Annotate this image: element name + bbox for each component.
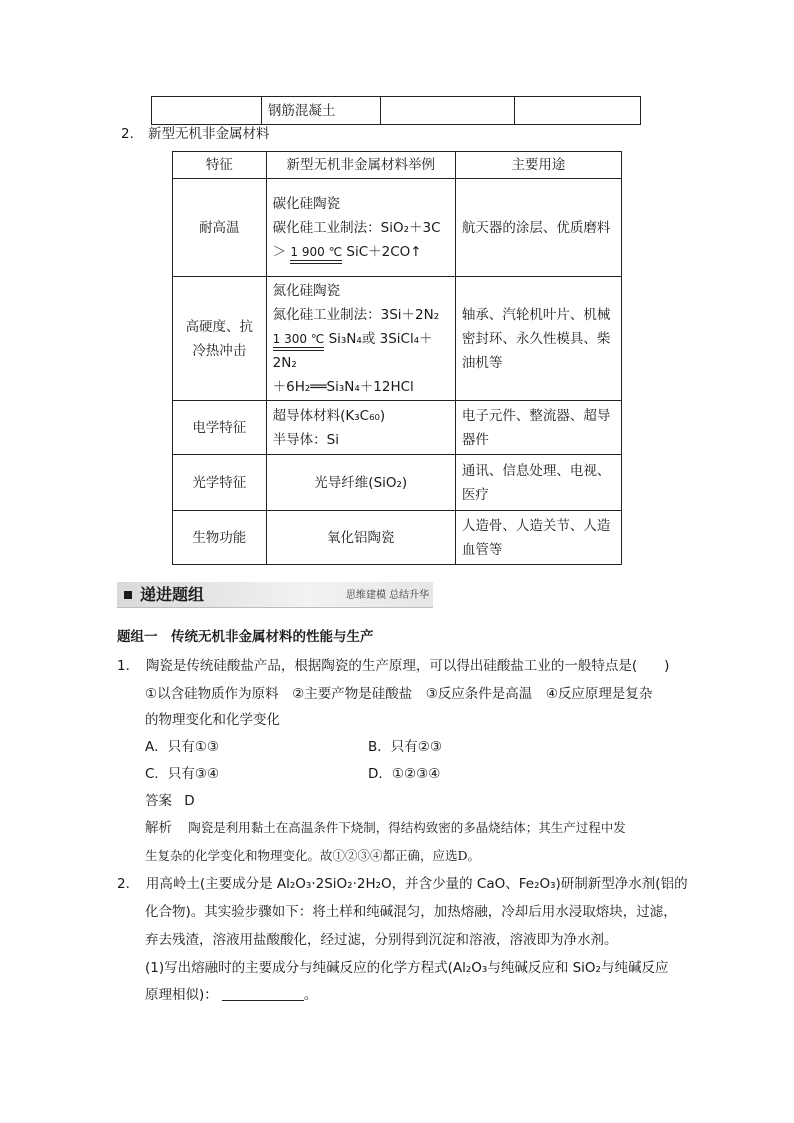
use-line: 医疗 [461, 486, 489, 503]
table-header-row [173, 152, 622, 179]
table-cell [152, 97, 262, 125]
example-cell: 光导纤维(SiO₂) [266, 455, 455, 511]
materials-table [172, 151, 622, 565]
table-row [173, 511, 622, 565]
example-cell [266, 179, 455, 277]
example-line: ＋6H₂══Si₃N₄＋12HCl [272, 378, 414, 395]
answer-blank[interactable] [222, 986, 304, 1001]
use-line: 器件 [461, 431, 489, 448]
option-d: D．①②③④ [368, 766, 441, 782]
header-example: 新型无机非金属材料举例 [266, 152, 455, 179]
table-row [173, 277, 622, 401]
table-row [173, 401, 622, 455]
table-row [152, 97, 641, 125]
question-stem: 1． 陶瓷是传统硅酸盐产品，根据陶瓷的生产原理，可以得出硅酸盐工业的一般特点是( ) [117, 658, 670, 674]
example-line: 半导体：Si [272, 431, 339, 448]
use-cell: 航天器的涂层、优质磨料 [455, 179, 621, 277]
equation-line [273, 327, 449, 375]
equals-sign [290, 260, 342, 264]
answer-label: 答案 [145, 793, 172, 809]
use-cell [455, 511, 621, 565]
feature-cell [173, 277, 267, 401]
reaction-condition [273, 333, 325, 351]
question-line: 化合物)。其实验步骤如下：将土样和纯碱混匀，加热熔融，冷却后用水浸取熔块，过滤， [145, 904, 677, 920]
answer-line [145, 791, 195, 811]
table-row [173, 455, 622, 511]
reaction-condition [290, 246, 342, 264]
example-cell: 氧化铝陶瓷 [266, 511, 455, 565]
section-number: 2. [121, 126, 134, 142]
table-cell: 钢筋混凝土 [261, 97, 380, 125]
use-line: 血管等 [461, 541, 503, 558]
square-bullet-icon [124, 591, 132, 599]
equals-sign [273, 347, 325, 351]
example-line: 氮化硅陶瓷 [272, 282, 341, 299]
example-line: 碳化硅陶瓷 [272, 195, 341, 212]
question-stem: 2． 用高岭土(主要成分是 Al₂O₃·2SiO₂·2H₂O，并含少量的 CaO、Fe₂O₃)研制新型净水剂(铝的 [117, 876, 688, 892]
analysis-line [145, 818, 626, 838]
use-cell [455, 277, 621, 401]
equation-product: SiC＋2CO↑ [346, 243, 422, 260]
table-cell [514, 97, 640, 125]
section-tag: 思维建模 总结升华 [346, 590, 430, 601]
example-cell [266, 401, 455, 455]
example-line: 碳化硅工业制法：SiO₂＋3C [272, 219, 441, 236]
table-cell [380, 97, 514, 125]
question-text: 原理相似)： [145, 987, 218, 1003]
feature-cell: 耐高温 [173, 179, 267, 277]
table-row [173, 179, 622, 277]
use-line: 电子元件、整流器、超导 [461, 407, 611, 424]
question-line: ①以含硅物质作为原料 ②主要产物是硅酸盐 ③反应条件是高温 ④反应原理是复杂 [145, 686, 653, 702]
option-c: C．只有③④ [145, 766, 220, 782]
header-feature: 特征 [173, 152, 267, 179]
feature-line: 高硬度、抗 [185, 318, 254, 335]
option-b: B．只有②③ [368, 739, 442, 755]
group-title: 题组一 传统无机非金属材料的性能与生产 [117, 629, 374, 645]
equation-line [273, 240, 449, 264]
feature-line: 冷热冲击 [192, 342, 247, 359]
use-line: 人造骨、人造关节、人造 [461, 517, 611, 534]
feature-cell: 生物功能 [173, 511, 267, 565]
use-cell [455, 401, 621, 455]
feature-cell: 电学特征 [173, 401, 267, 455]
option-a: A．只有①③ [145, 739, 219, 755]
use-line: 密封环、永久性模具、柴 [461, 330, 611, 347]
use-line: 通讯、信息处理、电视、 [461, 462, 611, 479]
example-line: 超导体材料(K₃C₆₀) [272, 407, 386, 424]
example-line: 氮化硅工业制法：3Si＋2N₂ [272, 306, 440, 323]
condition-text: 1 900 ℃ [290, 244, 343, 259]
use-line: 油机等 [461, 354, 503, 371]
question-line [145, 985, 317, 1005]
header-use: 主要用途 [455, 152, 621, 179]
analysis-text: 陶瓷是利用黏土在高温条件下烧制，得结构致密的多晶烧结体；其生产过程中发 [188, 820, 626, 835]
top-fragment-table [151, 96, 641, 125]
analysis-text: 生复杂的化学变化和物理变化。故①②③④都正确，应选D。 [145, 848, 481, 863]
question-line: 的物理变化和化学变化 [145, 712, 280, 728]
feature-cell: 光学特征 [173, 455, 267, 511]
question-line: 弃去残渣，溶液用盐酸酸化，经过滤，分别得到沉淀和溶液，溶液即为净水剂。 [145, 932, 618, 948]
section-title: 递进题组 [140, 585, 205, 604]
equation-prefix: ＞ [272, 243, 287, 260]
question-end: 。 [303, 987, 318, 1003]
question-line: (1)写出熔融时的主要成分与纯碱反应的化学方程式(Al₂O₃与纯碱反应和 SiO₂与纯碱反应 [145, 960, 669, 976]
use-cell [455, 455, 621, 511]
section-heading: 新型无机非金属材料 [148, 126, 270, 142]
use-line: 轴承、汽轮机叶片、机械 [461, 306, 611, 323]
example-cell [266, 277, 455, 401]
answer-value: D [184, 793, 195, 809]
equation-product: Si₃N₄或 3SiCl₄＋2N₂ [272, 330, 433, 371]
analysis-label: 解析 [145, 820, 172, 836]
condition-text: 1 300 ℃ [272, 331, 325, 346]
